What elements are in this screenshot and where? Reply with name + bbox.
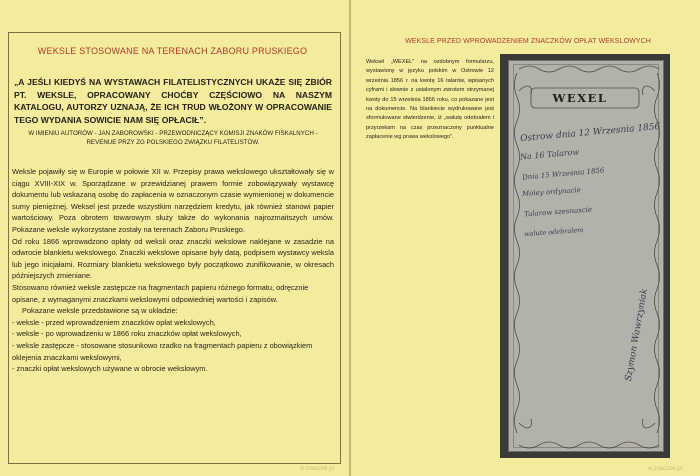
left-page-title: WEKSLE STOSOWANE NA TERENACH ZABORU PRUSKIEGO bbox=[37, 46, 308, 56]
quote-signature: W IMIENIU AUTORÓW - JAN ZABOROWSKI - PRZEWODNICZĄCY KOMISJI ZNAKÓW FISKALNYCH - REVENUE PRZY ZG POLSKIEGO ZWIĄZKU FILATELISTÓW. bbox=[28, 130, 318, 146]
handwritten-signature: Szymon Wawrzyniak bbox=[623, 287, 650, 383]
list-item: - znaczki opłat wekslowych używane w obrocie wekslowym. bbox=[12, 364, 208, 374]
paragraph-history: Weksle pojawiły się w Europie w połowie XII w. Przepisy prawa wekslowego ukształtowały się w ciągu XVIII-XIX w. Sporządzane w przewidzianej prawem formie zobowiązywały wystawcę dokumentu lub wskazaną osobę do zapłacenia w oznaczonym czasie wymienionej w dokumencie sumy pieniężnej. Weksel jest przede wszystkim narzędziem kredytu, jak również stanowi papier wartościowy. Poza obrotem towarowym służy także do wykonania najrozmaitszych umów. Pokazane weksle wykorzystane zostały na terenach Zaboru Pruskiego. bbox=[12, 167, 334, 234]
watermark: w.znaczek.pl bbox=[648, 466, 683, 472]
paragraph-fees: Od roku 1866 wprowadzono opłaty od weksli oraz znaczki wekslowe naklejane w zasadzie na odwrocie blankietu wekslowego. Znaczki wekslowe opisane były datą, podpisem wystawcy weksla lub jego inicjałami. Rozmiary blankietu wekslowego były początkowo zunifikowanie, w okresach późniejszych zmieniane. bbox=[12, 236, 334, 281]
right-page-title: WEKSLE PRZED WPROWADZENIEM ZNACZKÓW OPŁAT WEKSLOWYCH bbox=[405, 38, 651, 45]
handwritten-line: Dnia 15 Wrzesnia 1856 bbox=[521, 166, 605, 182]
list-item: - weksle zastępcze - stosowane stosunkowo rzadko na fragmentach papieru z obowiązkiem oklejenia znaczkami wekslowymi, bbox=[12, 340, 313, 362]
paragraph-substitute: Stosowano również weksle zastępcze na fragmentach papieru różnego formatu, odręcznie opisane, z wymaganymi znaczkami wekslowymi odpowiedniej wartości i zapisów. bbox=[12, 282, 309, 304]
handwritten-line: Ostrow dnia 12 Wrzesnia 1856 bbox=[519, 121, 661, 145]
handwritten-line: Moiey ordynacie bbox=[521, 185, 582, 199]
authors-quote: „A JEŚLI KIEDYŚ NA WYSTAWACH FILATELISTYCZNYCH UKAŻE SIĘ ZBIÓR PT. WEKSLE, OPRACOWANY CHOĆBY CZĘŚCIOWO NA NASZYM KATALOGU, AUTORZY UZNAJĄ, ŻE ICH TRUD WŁOŻONY W OPRACOWANIE TEGO WYDANIA SOWICIE NAM SIĘ OPŁACIŁ”. bbox=[14, 77, 332, 125]
handwritten-line: Talarow szesnascie bbox=[523, 205, 593, 219]
list-item: - weksle - przed wprowadzeniem znaczków opłat wekslowych, bbox=[12, 317, 216, 327]
document-heading: WEXEL bbox=[552, 91, 608, 105]
list-intro: Pokazane weksle przedstawione są w układzie: bbox=[22, 306, 178, 316]
list-item: - weksle - po wprowadzeniu w 1866 roku znaczków opłat wekslowych, bbox=[12, 329, 242, 339]
handwritten-line: Na 16 Talarow bbox=[519, 147, 580, 162]
document-description: Weksel „WEXEL” na ozdobnym formularzu, wystawiony w języku polskim w Ostrowie 12 września 1856 r. na kwotę 16 talarów, wpisanych cyframi i słownie z ustalonym zwrotem otrzymanej kwoty do 15 września 1856 roku, co pokazane jest na dokumencie. Na blankiecie wydrukowane jest sformułowane stwierdzenie, iż „walutę odebrałem i przyrzekam na czas przeznaczony punktualne zapłacenie wg prawa wekslowego”. bbox=[366, 59, 494, 141]
handwritten-line: walute odebralem bbox=[523, 225, 584, 239]
watermark: w.znaczek.pl bbox=[300, 466, 335, 472]
left-body-text bbox=[12, 166, 334, 375]
ornament-decoration bbox=[509, 61, 665, 453]
